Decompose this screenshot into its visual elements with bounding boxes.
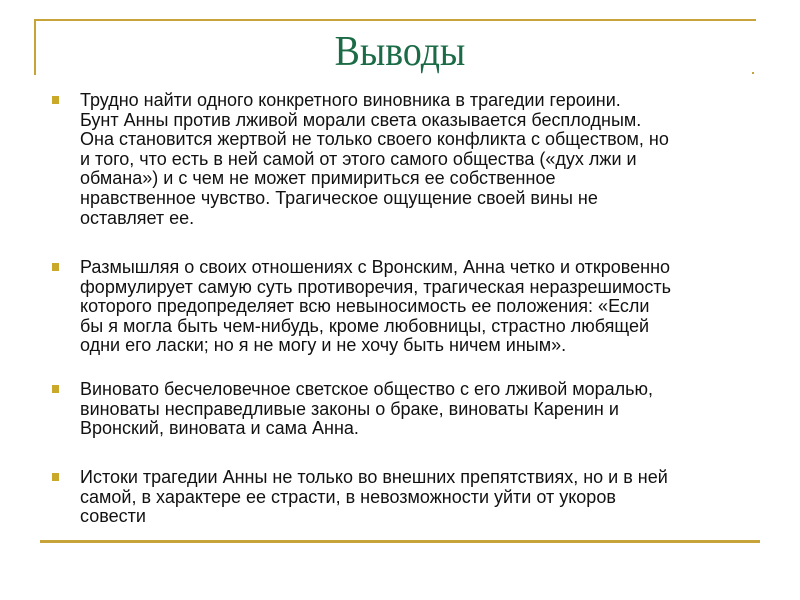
bullet-text-line: обмана») и с чем не может примириться ее собственное xyxy=(80,168,556,189)
bullet-text-line: и того, что есть в ней самой от этого самого общества («дух лжи и xyxy=(80,148,637,169)
bullet-text-line: нравственное чувство. Трагическое ощущение своей вины не xyxy=(80,187,598,208)
bullet-item xyxy=(80,468,668,527)
bullet-icon xyxy=(52,473,59,481)
bullet-text-line: Виновато бесчеловечное светское общество с его лживой моралью, xyxy=(80,379,654,399)
bullet-text-line: формулирует самую суть противоречия, трагическая неразрешимость xyxy=(80,276,672,297)
slide-title: Выводы xyxy=(334,29,466,75)
bullet-text-line: Вронский, виновата и сама Анна. xyxy=(80,418,359,439)
bullet-text-line: которого предопределяет всю невыносимость ее положения: «Если xyxy=(80,296,650,317)
bullet-item xyxy=(80,91,669,228)
bullet-icon xyxy=(52,385,59,393)
bullet-text-line: виноваты несправедливые законы о браке, виноваты Каренин и xyxy=(80,398,619,419)
top-divider xyxy=(34,19,756,21)
bullet-text-line: Она становится жертвой не только своего конфликта с обществом, но xyxy=(80,129,669,150)
bullet-icon xyxy=(52,263,59,271)
bullet-text-line: совести xyxy=(80,506,146,527)
bullet-text-line: одни его ласки; но я не могу и не хочу быть ничем иным». xyxy=(80,335,567,356)
left-divider xyxy=(34,19,36,75)
bullet-icon xyxy=(52,96,59,104)
bullet-text-line: Истоки трагедии Анны не только во внешних препятствиях, но и в ней xyxy=(80,467,668,487)
bullet-text-line: оставляет ее. xyxy=(80,207,195,228)
bullet-item xyxy=(80,380,653,439)
bullet-item xyxy=(80,258,671,356)
bullet-text-line: Бунт Анны против лживой морали света оказывается бесплодным. xyxy=(80,109,642,130)
bullet-text-line: самой, в характере ее страсти, в невозможности уйти от укоров xyxy=(80,486,616,507)
bullet-text-line: бы я могла быть чем-нибудь, кроме любовницы, страстно любящей xyxy=(80,315,650,336)
bullet-text-line: Размышляя о своих отношениях с Вронским, Анна четко и откровенно xyxy=(80,257,671,277)
bottom-divider xyxy=(40,540,760,543)
bullet-text-line: Трудно найти одного конкретного виновника в трагедии героини. xyxy=(80,90,621,110)
